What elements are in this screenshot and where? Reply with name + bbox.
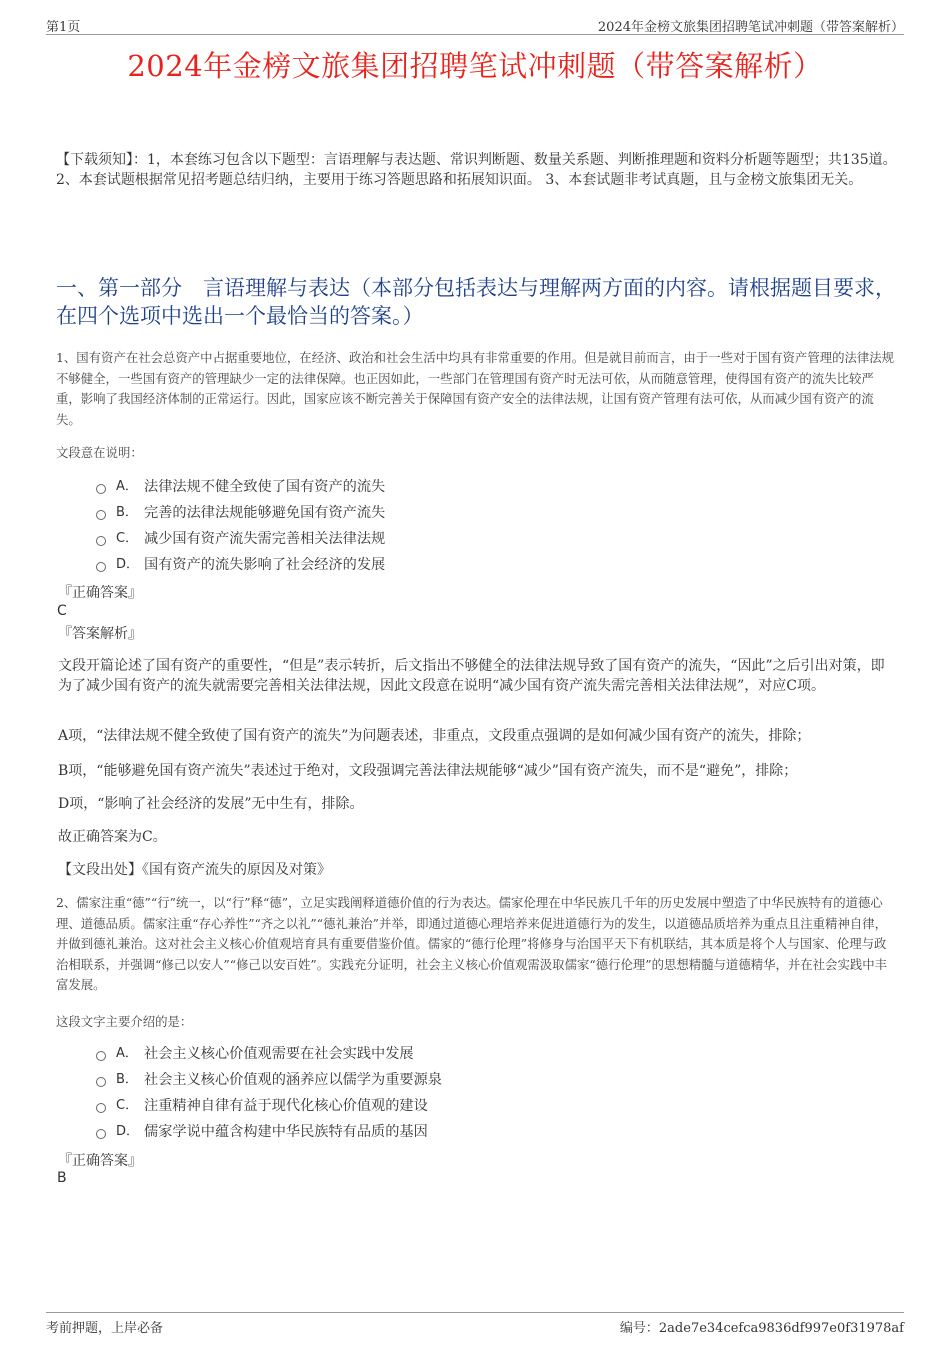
page-header <box>46 12 904 35</box>
option-b[interactable]: B． 完善的法律法规能够避免国有资产流失 <box>96 500 385 526</box>
option-d[interactable]: D． 儒家学说中蕴含构建中华民族特有品质的基因 <box>96 1119 442 1145</box>
radio-icon[interactable] <box>96 1129 106 1139</box>
page-footer <box>46 1312 904 1335</box>
option-a[interactable]: A． 法律法规不健全致使了国有资产的流失 <box>96 474 385 500</box>
radio-icon[interactable] <box>96 484 106 494</box>
answer-label: 『正确答案』 <box>58 585 142 601</box>
footer-slogan: 考前押题，上岸必备 <box>46 1321 164 1336</box>
analysis-paragraph: 文段开篇论述了国有资产的重要性，“但是”表示转折，后文指出不够健全的法律法规导致了国有资产的流失，“因此”之后引出对策，即为了减少国有资产的流失就需要完善相关法律法规，因此文段意在说明“减少国有资产流失需完善相关法律法规”，对应C项。 <box>58 658 885 694</box>
option-d[interactable]: D． 国有资产的流失影响了社会经济的发展 <box>96 552 385 578</box>
question-1-prompt: 文段意在说明： <box>56 445 143 460</box>
radio-icon[interactable] <box>96 562 106 572</box>
footer-code: 编号：2ade7e34cefca9836df997e0f31978af <box>619 1321 904 1336</box>
source-citation: 【文段出处】《国有资产流失的原因及对策》 <box>58 862 331 878</box>
section-heading: 一、第一部分 言语理解与表达（本部分包括表达与理解两方面的内容。请根据题目要求，在四个选项中选出一个最恰当的答案。） <box>56 276 896 328</box>
analysis-paragraph: B项，“能够避免国有资产流失”表述过于绝对，文段强调完善法律法规能够“减少”国有资产流失，而不是“避免”，排除； <box>58 763 798 779</box>
radio-icon[interactable] <box>96 510 106 520</box>
answer-value: B <box>57 1170 67 1186</box>
analysis-paragraph: A项，“法律法规不健全致使了国有资产的流失”为问题表述，非重点，文段重点强调的是如何减少国有资产的流失，排除； <box>58 728 811 744</box>
question-2-options <box>96 1041 442 1145</box>
question-2-text: 2、儒家注重“德”“行”统一，以“行”释“德”，立足实践阐释道德价值的行为表达。儒家伦理在中华民族几千年的历史发展中塑造了中华民族特有的道德心理、道德品质。儒家注重“存心养性”“齐之以礼”“德礼兼治”并举，即通过道德心理培养来促进道德行为的发生，以道德品质培养为重点且注重精神自律，并做到德礼兼治。这对社会主义核心价值观培育具有重要借鉴价值。儒家的“德行伦理”将修身与治国平天下有机联结，其本质是将个人与国家、伦理与政治相联系，并强调“修己以安人”“修己以安百姓”。实践充分证明，社会主义核心价值观需汲取儒家“德行伦理”的思想精髓与道德精华，并在社会实践中丰富发展。 <box>56 895 888 992</box>
analysis-paragraph: 故正确答案为C。 <box>58 829 167 845</box>
option-a[interactable]: A． 社会主义核心价值观需要在社会实践中发展 <box>96 1041 442 1067</box>
radio-icon[interactable] <box>96 1051 106 1061</box>
download-notice: 【下载须知】：1，本套练习包含以下题型：言语理解与表达题、常识判断题、数量关系题、判断推理题和资料分析题等题型；共135道。 2、本套试题根据常见招考题总结归纳，主要用于练习答题思路和拓展知识面。 3、本套试题非考试真题，且与金榜文旅集团无关。 <box>56 152 897 188</box>
header-doc-title: 2024年金榜文旅集团招聘笔试冲刺题（带答案解析） <box>597 20 904 35</box>
analysis-paragraph: D项，“影响了社会经济的发展”无中生有，排除。 <box>58 796 364 812</box>
analysis-label: 『答案解析』 <box>58 626 142 642</box>
question-2-prompt: 这段文字主要介绍的是： <box>56 1014 193 1029</box>
option-b[interactable]: B． 社会主义核心价值观的涵养应以儒学为重要源泉 <box>96 1067 442 1093</box>
radio-icon[interactable] <box>96 1103 106 1113</box>
radio-icon[interactable] <box>96 536 106 546</box>
answer-label: 『正确答案』 <box>58 1153 142 1169</box>
question-1-options <box>96 474 385 578</box>
radio-icon[interactable] <box>96 1077 106 1087</box>
page-number: 第1页 <box>46 20 81 35</box>
option-c[interactable]: C． 注重精神自律有益于现代化核心价值观的建设 <box>96 1093 442 1119</box>
question-1-text: 1、国有资产在社会总资产中占据重要地位，在经济、政治和社会生活中均具有非常重要的作用。但是就目前而言，由于一些对于国有资产管理的法律法规不够健全，一些国有资产的管理缺少一定的法律保障。也正因如此，一些部门在管理国有资产时无法可依，从而随意管理，使得国有资产的流失比较严重，影响了我国经济体制的正常运行。因此，国家应该不断完善关于保障国有资产安全的法律法规，让国有资产管理有法可依，从而减少国有资产的流失。 <box>56 350 895 427</box>
document-title: 2024年金榜文旅集团招聘笔试冲刺题（带答案解析） <box>127 49 823 83</box>
option-c[interactable]: C． 减少国有资产流失需完善相关法律法规 <box>96 526 385 552</box>
answer-value: C <box>57 603 67 619</box>
